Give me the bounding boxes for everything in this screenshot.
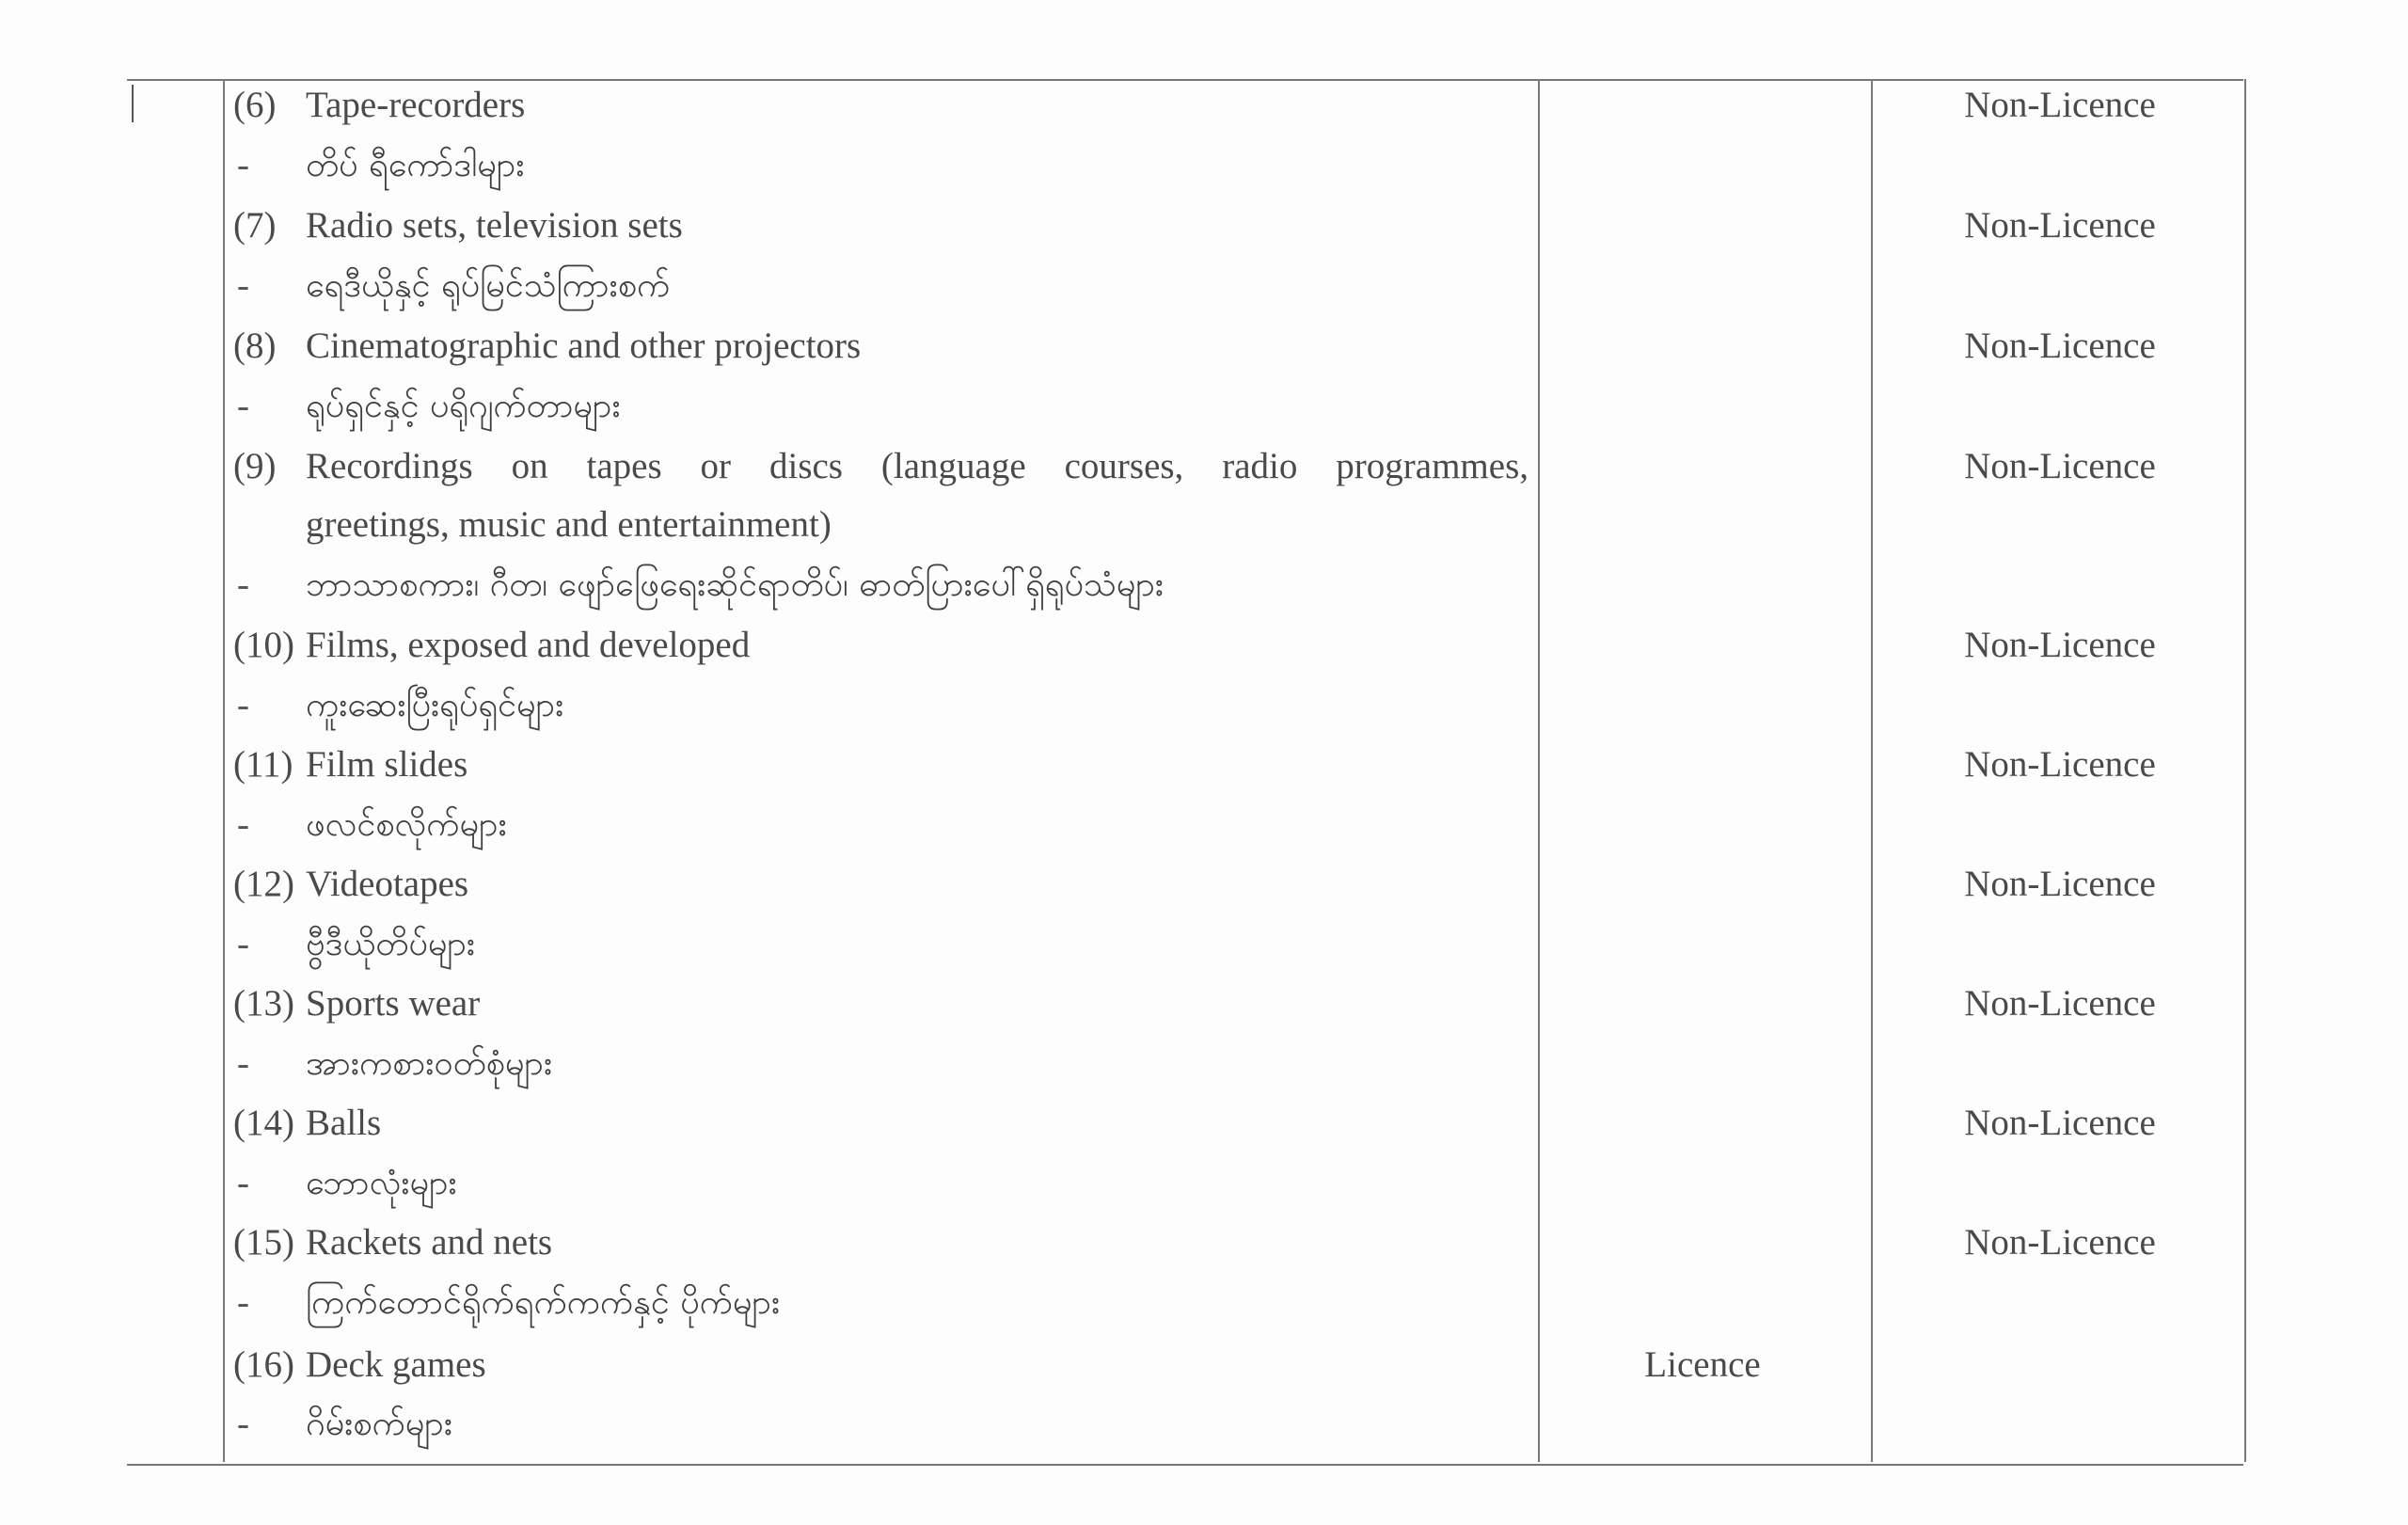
licence-status: Non-Licence — [1964, 85, 2156, 125]
item-number: (14) — [233, 1103, 294, 1143]
item-name-myanmar: ရေဒီယိုနှင့် ရုပ်မြင်သံကြားစက် — [306, 266, 671, 305]
item-number: (11) — [233, 744, 293, 785]
item-number: (15) — [233, 1222, 294, 1263]
item-name-english: Balls — [306, 1103, 382, 1143]
item-name-myanmar: ကြက်တောင်ရိုက်ရက်ကက်နှင့် ပိုက်များ — [306, 1283, 781, 1322]
licence-status: Non-Licence — [1964, 625, 2156, 665]
item-name-english: Films, exposed and developed — [306, 625, 751, 665]
item-name-myanmar: ဘောလုံးများ — [306, 1164, 457, 1202]
item-name-english: Sports wear — [306, 983, 481, 1024]
bullet-dash: - — [237, 804, 249, 845]
column-divider-licence — [1538, 79, 1540, 1462]
table-right-border — [2244, 79, 2246, 1462]
licence-required: Licence — [1644, 1344, 1761, 1385]
licence-status: Non-Licence — [1964, 983, 2156, 1024]
item-number: (9) — [233, 446, 277, 486]
item-name-myanmar: ဗွီဒီယိုတိပ်များ — [306, 925, 476, 963]
item-name-english: Tape-recorders — [306, 85, 526, 125]
bullet-dash: - — [237, 145, 249, 185]
item-number: (16) — [233, 1344, 294, 1385]
item-name-myanmar: တိပ် ရီကော်ဒါများ — [306, 146, 525, 184]
item-name-english: Film slides — [306, 744, 468, 785]
licence-status: Non-Licence — [1964, 1222, 2156, 1263]
bullet-dash: - — [237, 265, 249, 306]
licence-status: Non-Licence — [1964, 446, 2156, 486]
item-name-english-line2: greetings, music and entertainment) — [306, 504, 832, 545]
item-name-myanmar: ကူးဆေးပြီးရုပ်ရှင်များ — [306, 686, 564, 724]
item-number: (13) — [233, 983, 294, 1024]
licence-status: Non-Licence — [1964, 864, 2156, 904]
item-name-myanmar: ဘာသာစကား၊ ဂီတ၊ ဖျော်ဖြေရေးဆိုင်ရာတိပ်၊ ဓာတ်ပြားပေါ်ရှိရုပ်သံများ — [306, 565, 1164, 604]
item-name-english: Radio sets, television sets — [306, 205, 683, 246]
item-number: (7) — [233, 205, 277, 246]
item-name-english: Cinematographic and other projectors — [306, 326, 862, 366]
item-number: (12) — [233, 864, 294, 904]
item-number: (10) — [233, 625, 294, 665]
bullet-dash: - — [237, 564, 249, 605]
licence-status: Non-Licence — [1964, 205, 2156, 246]
item-name-myanmar: အားကစားဝတ်စုံများ — [306, 1044, 553, 1083]
bullet-dash: - — [237, 924, 249, 964]
item-name-english: Videotapes — [306, 864, 469, 904]
licence-status: Non-Licence — [1964, 744, 2156, 785]
licence-status: Non-Licence — [1964, 1103, 2156, 1143]
bullet-dash: - — [237, 1163, 249, 1203]
item-name-myanmar: ဖလင်စလိုက်များ — [306, 805, 507, 844]
bullet-dash: - — [237, 1282, 249, 1323]
item-name-myanmar: ဂိမ်းစက်များ — [306, 1405, 452, 1443]
item-number: (6) — [233, 85, 277, 125]
item-name-english: Rackets and nets — [306, 1222, 553, 1263]
column-divider-item — [223, 79, 225, 1462]
bullet-dash: - — [237, 1404, 249, 1444]
bullet-dash: - — [237, 1043, 249, 1084]
table-left-border-fragment — [132, 85, 134, 122]
bullet-dash: - — [237, 386, 249, 426]
item-name-english-line1: Recordings on tapes or discs (language courses, radio programmes, — [306, 446, 1529, 486]
column-divider-status — [1871, 79, 1873, 1462]
item-number: (8) — [233, 326, 277, 366]
bullet-dash: - — [237, 685, 249, 725]
licence-status: Non-Licence — [1964, 326, 2156, 366]
item-name-myanmar: ရုပ်ရှင်နှင့် ပရိုဂျက်တာများ — [306, 387, 621, 425]
item-name-english: Deck games — [306, 1344, 486, 1385]
